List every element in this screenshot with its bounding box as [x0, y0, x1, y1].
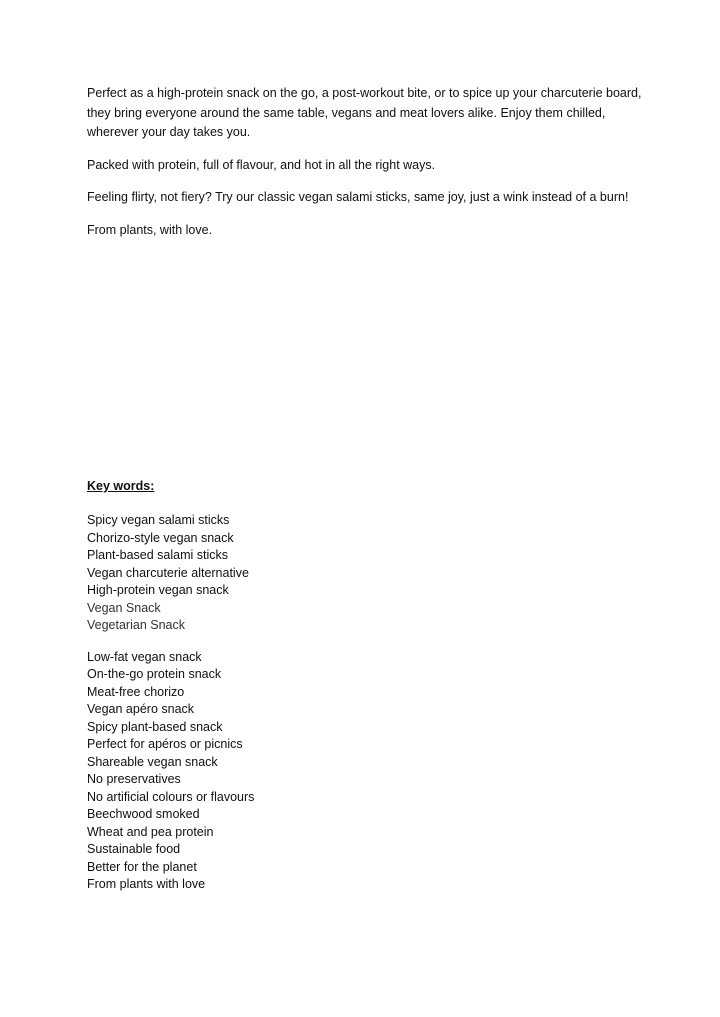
keyword-item: Vegan charcuterie alternative	[87, 565, 249, 580]
keyword-item: Low-fat vegan snack	[87, 649, 202, 664]
classic-paragraph: Feeling flirty, not fiery? Try our classic vegan salami sticks, same joy, just a wink instead of a burn!	[87, 190, 629, 204]
keyword-item: From plants with love	[87, 877, 206, 891]
keyword-item: High-protein vegan snack	[87, 583, 229, 597]
keyword-item: Perfect for apéros or picnics	[87, 737, 243, 751]
keyword-item: Vegan apéro snack	[87, 702, 195, 716]
keyword-item: On-the-go protein snack	[87, 667, 222, 681]
keyword-item: Wheat and pea protein	[87, 824, 214, 839]
keyword-item: Better for the planet	[87, 859, 197, 874]
document-page	[87, 84, 647, 894]
intro-paragraph: Perfect as a high-protein snack on the go, a post-workout bite, or to spice up your charcuterie board, they bring everyone around the same table, vegans and meat lovers alike. Enjoy them chilled, wherever your day takes you.	[87, 86, 642, 139]
blank-space	[87, 253, 647, 477]
keyword-item: Vegetarian Snack	[87, 618, 185, 632]
keyword-item: Beechwood smoked	[87, 807, 200, 821]
keyword-item: Chorizo-style vegan snack	[87, 530, 234, 545]
keyword-item: Shareable vegan snack	[87, 754, 218, 769]
tagline-paragraph: Packed with protein, full of flavour, and hot in all the right ways.	[87, 157, 436, 172]
signoff-paragraph: From plants, with love.	[87, 222, 213, 237]
keyword-item: Spicy vegan salami sticks	[87, 513, 230, 527]
keyword-item: Spicy plant-based snack	[87, 719, 223, 734]
keywords-list-primary	[87, 512, 647, 635]
keyword-item: Sustainable food	[87, 842, 181, 856]
keyword-item: No preservatives	[87, 772, 181, 786]
keyword-item: Vegan Snack	[87, 600, 161, 615]
keyword-item: Meat-free chorizo	[87, 684, 185, 699]
keywords-heading: Key words:	[87, 479, 155, 493]
keyword-item: No artificial colours or flavours	[87, 789, 255, 804]
keywords-list-secondary	[87, 649, 647, 894]
keyword-item: Plant-based salami sticks	[87, 548, 229, 562]
